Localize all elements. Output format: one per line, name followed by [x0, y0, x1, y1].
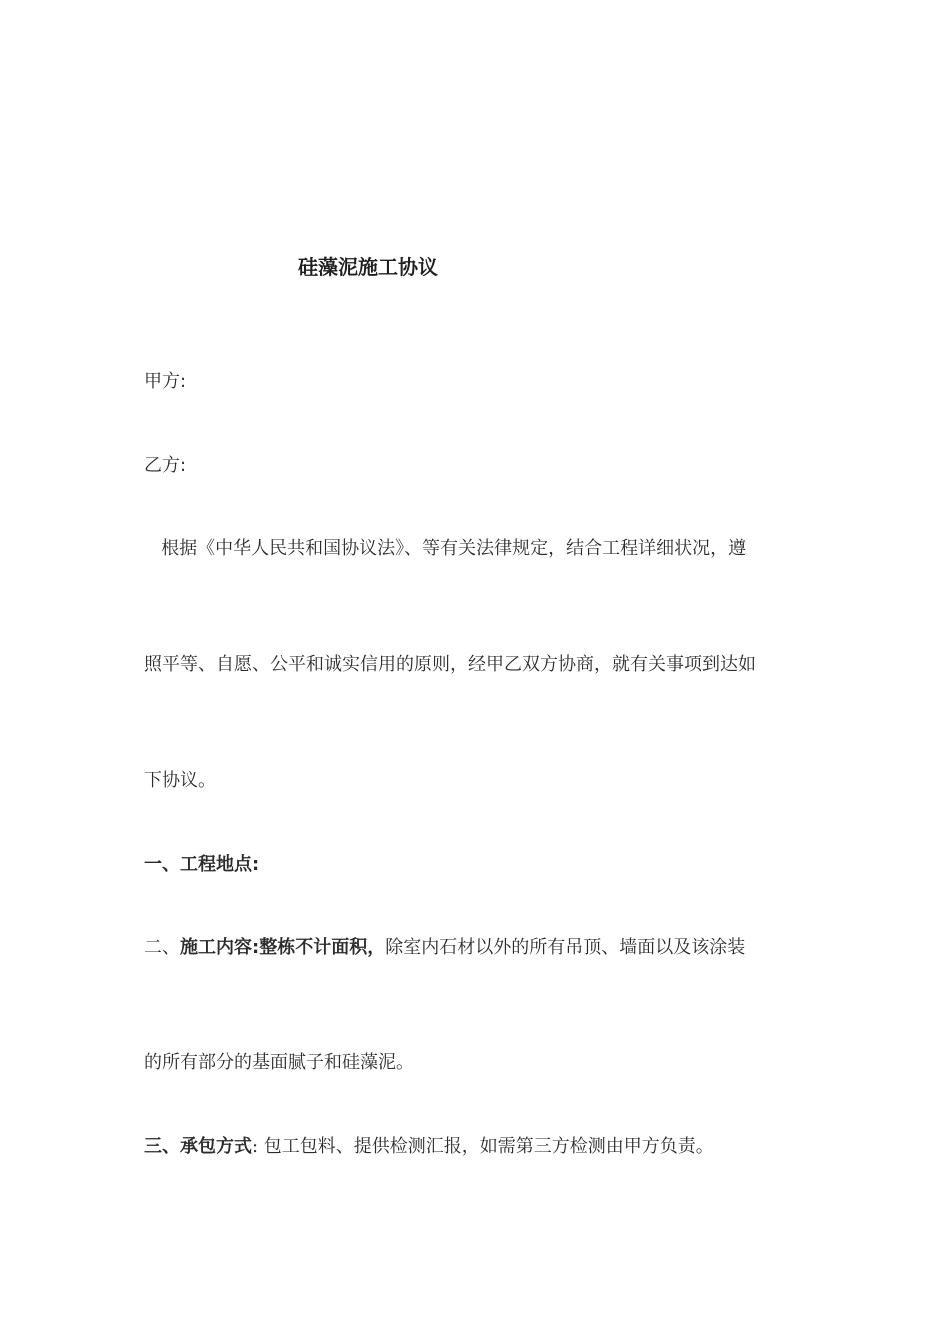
intro-paragraph-line-1: 根据《中华人民共和国协议法》、等有关法律规定，结合工程详细状况，遵 — [144, 538, 747, 559]
section-2-text: 除室内石材以外的所有吊顶、墙面以及该涂装 — [385, 937, 746, 958]
section-2-heading: 施工内容: — [180, 937, 260, 958]
section-1-heading: 一、工程地点: — [144, 854, 260, 875]
section-2-line-1 — [144, 936, 745, 960]
section-3-text: : 包工包料、提供检测汇报，如需第三方检测由甲方负责。 — [252, 1136, 714, 1157]
party-a-label: 甲方: — [144, 371, 187, 392]
intro-paragraph-line-3: 下协议。 — [144, 770, 216, 791]
section-2-bold-text: 整栋不计面积， — [259, 937, 386, 958]
section-2-prefix: 二、 — [144, 937, 180, 958]
party-b-label: 乙方: — [144, 455, 187, 476]
document-title: 硅藻泥施工协议 — [298, 255, 438, 279]
section-3-heading: 三、承包方式 — [144, 1136, 252, 1157]
section-3-line — [144, 1135, 714, 1159]
intro-paragraph-line-2: 照平等、自愿、公平和诚实信用的原则，经甲乙双方协商，就有关事项到达如 — [144, 654, 756, 675]
section-2-line-2: 的所有部分的基面腻子和硅藻泥。 — [144, 1052, 414, 1073]
